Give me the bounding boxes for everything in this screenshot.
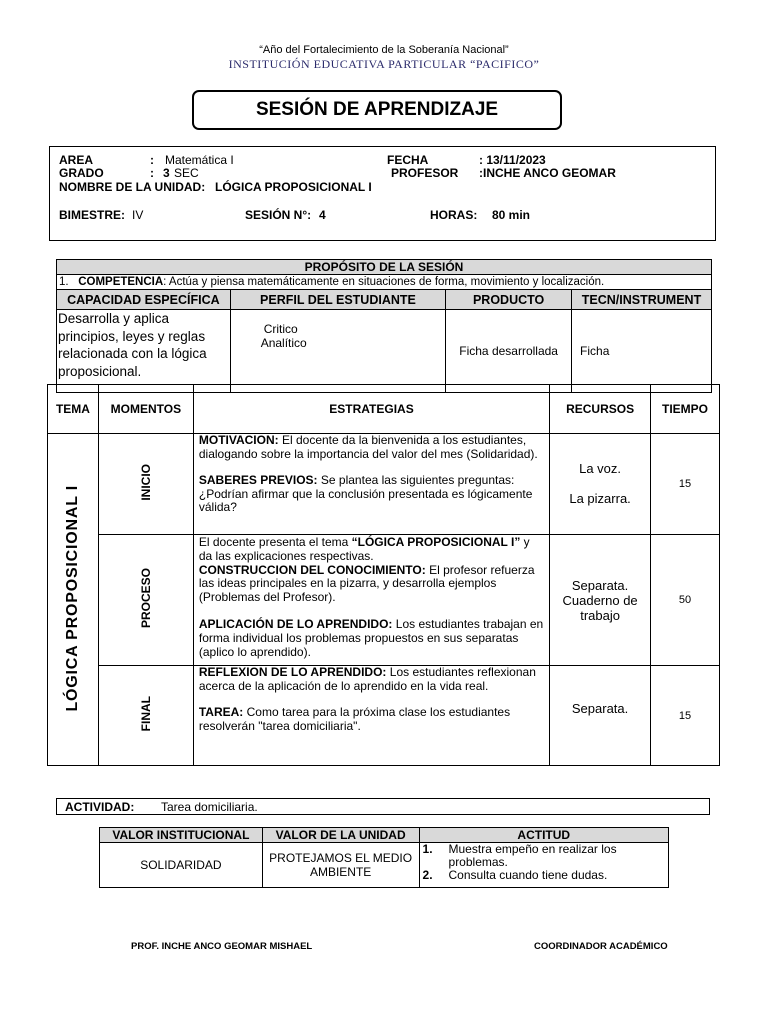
actitud-text: Muestra empeño en realizar los problemas. — [448, 842, 617, 869]
document-title: SESIÓN DE APRENDIZAJE — [192, 90, 562, 130]
profesor-value: :INCHE ANCO GEOMAR — [479, 166, 616, 180]
proceso-recursos: Separata. Cuaderno de trabajo — [550, 535, 651, 666]
profesor-label: PROFESOR — [391, 166, 459, 180]
tema-text: LÓGICA PROPOSICIONAL I — [63, 484, 81, 712]
header-instrumento: TECN/INSTRUMENT — [572, 290, 712, 310]
session-info-box — [49, 146, 716, 241]
actitud-item — [420, 869, 668, 882]
area-value: Matemática I — [165, 153, 234, 167]
reflexion-label: REFLEXION DE LO APRENDIDO: — [198, 665, 387, 679]
competencia-row — [57, 275, 712, 290]
signature-coordinador: COORDINADOR ACADÉMICO — [534, 941, 668, 952]
actitud-item — [420, 843, 668, 869]
proceso-intro-rest: y da las explicaciones respectivas. — [198, 535, 530, 563]
purpose-title: PROPÓSITO DE LA SESIÓN — [57, 260, 712, 275]
motivacion-text: El docente da la bienvenida a los estudiantes, dialogando sobre la importancia del valor del mes (Solidaridad). — [198, 433, 538, 461]
construccion-label: CONSTRUCCION DEL CONOCIMIENTO: — [198, 562, 426, 577]
inicio-recursos — [550, 434, 651, 535]
final-recursos: Separata. — [550, 666, 651, 766]
producto-cell: Ficha desarrollada — [446, 310, 572, 393]
tarea-label: TAREA: — [198, 705, 244, 719]
recurso-voz: La voz. — [579, 461, 622, 476]
header-tiempo: TIEMPO — [651, 385, 720, 434]
final-tiempo: 15 — [651, 666, 720, 766]
tema-cell — [48, 434, 99, 766]
header-perfil: PERFIL DEL ESTUDIANTE — [230, 290, 446, 310]
actitud-num: 1. — [422, 842, 433, 856]
grado-colon: : — [150, 166, 154, 180]
actitud-cell — [419, 843, 668, 888]
final-strategies — [193, 666, 549, 766]
proceso-strategies — [193, 535, 549, 666]
grado-suffix: SEC — [174, 166, 199, 180]
bimestre-label: BIMESTRE: — [59, 208, 125, 222]
header-valor-unidad: VALOR DE LA UNIDAD — [262, 828, 419, 843]
construccion-text: El profesor refuerza las ideas principales en la pizarra, y desarrolla ejemplos (Problemas del Profesor). — [198, 562, 535, 605]
purpose-table — [56, 259, 712, 393]
competencia-text: : Actúa y piensa matemáticamente en situaciones de forma, movimiento y localización. — [163, 276, 605, 288]
recurso-pizarra: La pizarra. — [569, 491, 631, 506]
motivacion-label: MOTIVACION: — [198, 433, 279, 447]
fecha-label: FECHA — [387, 153, 429, 167]
instrumento-cell: Ficha — [572, 310, 712, 393]
inicio-strategies — [193, 434, 549, 535]
momento-final — [98, 666, 193, 766]
saberes-label: SABERES PREVIOS: — [198, 473, 318, 487]
year-motto: “Año del Fortalecimiento de la Soberanía Nacional” — [259, 44, 509, 56]
session-table — [47, 384, 720, 766]
horas-label: HORAS: — [430, 208, 478, 222]
header-tema: TEMA — [48, 385, 99, 434]
actitud-text: Consulta cuando tiene dudas. — [448, 868, 608, 882]
momento-proceso — [98, 535, 193, 666]
header-valor-institucional: VALOR INSTITUCIONAL — [100, 828, 263, 843]
header-recursos: RECURSOS — [550, 385, 651, 434]
competencia-num: 1. — [59, 276, 69, 288]
valor-institucional: SOLIDARIDAD — [100, 843, 263, 888]
unidad-label: NOMBRE DE LA UNIDAD: — [59, 180, 206, 194]
capacidad-cell: Desarrolla y aplica principios, leyes y reglas relacionada con la lógica proposicional. — [57, 310, 231, 393]
actitud-num: 2. — [422, 868, 433, 882]
grado-value: 3 — [163, 166, 170, 180]
bimestre-value: IV — [132, 208, 144, 222]
aplicacion-label: APLICACIÓN DE LO APRENDIDO: — [198, 616, 393, 631]
area-label: AREA — [59, 153, 94, 167]
activity-label: ACTIVIDAD: — [65, 800, 135, 814]
tarea-text: Como tarea para la próxima clase los estudiantes resolverán "tarea domiciliaria". — [198, 705, 511, 733]
grado-label: GRADO — [59, 166, 104, 180]
proceso-intro: El docente presenta el tema — [198, 535, 349, 549]
aplicacion-text: Los estudiantes trabajan en forma individual los problemas propuestos en sus separatas (aplico lo aprendido). — [198, 616, 544, 659]
signature-profesor: PROF. INCHE ANCO GEOMAR MISHAEL — [131, 941, 313, 952]
header-producto: PRODUCTO — [446, 290, 572, 310]
activity-row — [56, 798, 710, 815]
header-capacidad: CAPACIDAD ESPECÍFICA — [57, 290, 231, 310]
perfil-critico: Critico — [263, 322, 298, 336]
horas-value: 80 min — [492, 208, 531, 222]
sesion-label: SESIÓN N°: — [245, 208, 312, 222]
proceso-tiempo: 50 — [651, 535, 720, 666]
reflexion-text: Los estudiantes reflexionan acerca de la aplicación de lo aprendido en la vida real. — [198, 665, 536, 693]
header-estrategias: ESTRATEGIAS — [193, 385, 549, 434]
proceso-intro-bold: “LÓGICA PROPOSICIONAL I” — [351, 535, 521, 549]
unidad-value: LÓGICA PROPOSICIONAL I — [215, 180, 372, 194]
competencia-label: COMPETENCIA — [78, 276, 164, 288]
header-momentos: MOMENTOS — [98, 385, 193, 434]
sesion-value: 4 — [319, 208, 326, 222]
perfil-cell — [230, 310, 446, 393]
values-table — [99, 827, 669, 888]
activity-value: Tarea domiciliaria. — [161, 800, 258, 814]
header-actitud: ACTITUD — [419, 828, 668, 843]
momento-inicio-label: INICIO — [138, 464, 153, 501]
momento-proceso-label: PROCESO — [138, 568, 153, 629]
inicio-tiempo: 15 — [651, 434, 720, 535]
valor-unidad: PROTEJAMOS EL MEDIO AMBIENTE — [262, 843, 419, 888]
area-colon: : — [150, 153, 154, 167]
momento-final-label: FINAL — [138, 696, 153, 732]
momento-inicio — [98, 434, 193, 535]
perfil-analitico: Analítico — [260, 336, 307, 350]
institution-name: INSTITUCIÓN EDUCATIVA PARTICULAR “PACIFICO” — [228, 57, 540, 71]
saberes-text: Se plantea las siguientes preguntas: ¿Podrían afirmar que la conclusión presentada es lógicamente válida? — [198, 473, 533, 514]
fecha-value: : 13/11/2023 — [479, 153, 546, 167]
